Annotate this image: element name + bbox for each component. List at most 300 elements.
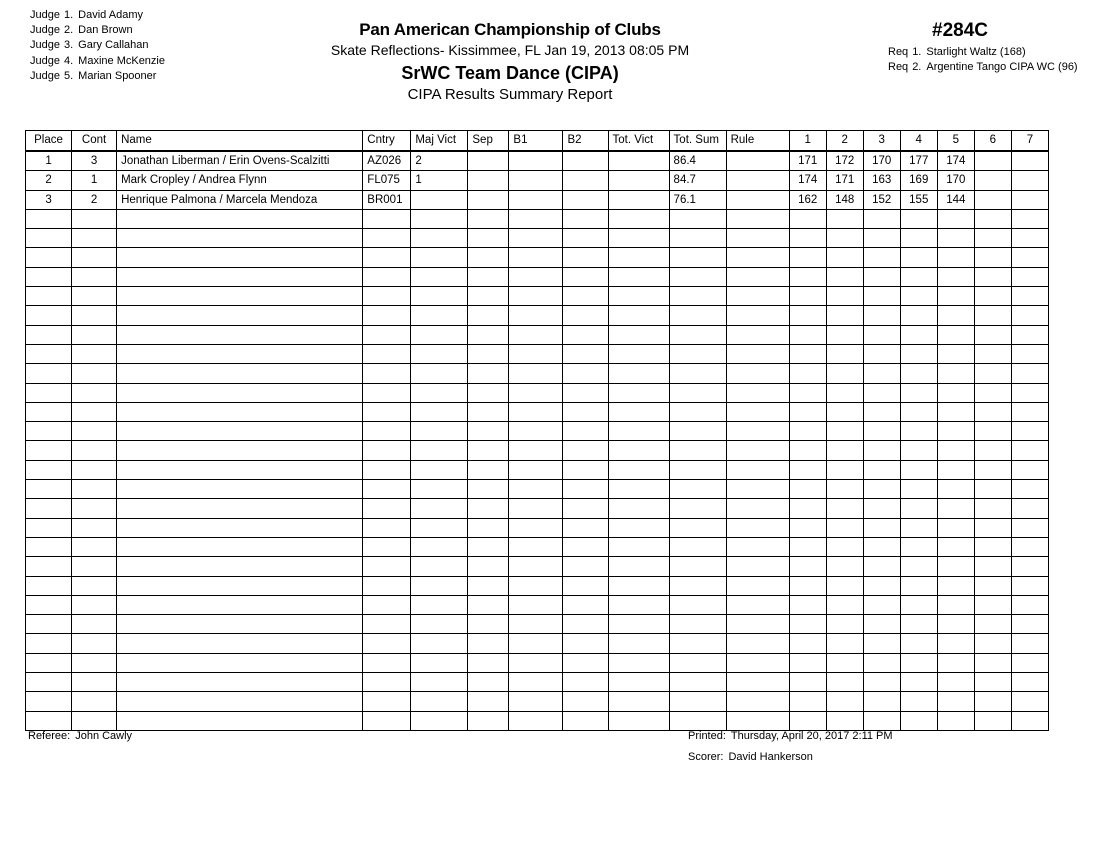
table-row-empty[interactable]: [26, 441, 1049, 460]
printed-value: Thursday, April 20, 2017 2:11 PM: [730, 730, 893, 742]
column-header-j2[interactable]: 2: [826, 131, 863, 152]
cell-j6: [974, 151, 1011, 171]
cell-place: [26, 422, 72, 441]
cell-cont: 2: [72, 190, 117, 209]
cell-cntry: [363, 576, 411, 595]
cell-j6: [974, 595, 1011, 614]
scorer-line: [688, 751, 813, 763]
table-row-empty[interactable]: [26, 248, 1049, 267]
printed-line: [688, 730, 893, 742]
cell-b1: [509, 383, 563, 402]
cell-rule: [726, 595, 789, 614]
cell-j4: [900, 480, 937, 499]
cell-cont: [72, 267, 117, 286]
cell-totv: [608, 711, 669, 730]
cell-name: [117, 480, 363, 499]
judge-entry: [30, 54, 165, 69]
column-header-j5[interactable]: 5: [937, 131, 974, 152]
cell-cont: [72, 615, 117, 634]
cell-j3: [863, 615, 900, 634]
cell-j3: 152: [863, 190, 900, 209]
cell-cont: [72, 634, 117, 653]
cell-rule: [726, 634, 789, 653]
cell-cntry: BR001: [363, 190, 411, 209]
cell-b1: [509, 615, 563, 634]
cell-b2: [563, 480, 608, 499]
cell-place: 2: [26, 171, 72, 190]
cell-tots: [669, 673, 726, 692]
table-row[interactable]: [26, 190, 1049, 209]
cell-j1: [789, 344, 826, 363]
cell-j6: [974, 711, 1011, 730]
cell-j2: [826, 615, 863, 634]
cell-place: [26, 267, 72, 286]
cell-name: [117, 537, 363, 556]
table-row-empty[interactable]: [26, 422, 1049, 441]
column-header-cont[interactable]: Cont: [72, 131, 117, 152]
cell-j3: [863, 287, 900, 306]
cell-j7: [1011, 325, 1048, 344]
cell-cntry: [363, 422, 411, 441]
cell-j5: [937, 422, 974, 441]
cell-j6: [974, 499, 1011, 518]
table-row-empty[interactable]: [26, 499, 1049, 518]
cell-majv: [411, 653, 468, 672]
report-header: [0, 0, 1100, 125]
cell-majv: [411, 402, 468, 421]
cell-j1: [789, 248, 826, 267]
cell-rule: [726, 267, 789, 286]
cell-j7: [1011, 460, 1048, 479]
cell-b1: [509, 634, 563, 653]
cell-j7: [1011, 422, 1048, 441]
cell-j2: [826, 248, 863, 267]
cell-b1: [509, 402, 563, 421]
judge-number: 5.: [63, 69, 74, 82]
cell-sep: [468, 615, 509, 634]
cell-j6: [974, 441, 1011, 460]
cell-majv: [411, 711, 468, 730]
cell-j7: [1011, 711, 1048, 730]
cell-cont: [72, 325, 117, 344]
cell-totv: [608, 518, 669, 537]
cell-j7: [1011, 557, 1048, 576]
judge-label: Judge: [30, 24, 60, 37]
cell-cntry: [363, 325, 411, 344]
cell-totv: [608, 229, 669, 248]
table-row-empty[interactable]: [26, 576, 1049, 595]
cell-majv: [411, 248, 468, 267]
cell-place: 3: [26, 190, 72, 209]
cell-j1: [789, 267, 826, 286]
cell-sep: [468, 364, 509, 383]
cell-j2: [826, 673, 863, 692]
cell-majv: [411, 692, 468, 711]
cell-j1: 171: [789, 151, 826, 171]
cell-j5: [937, 325, 974, 344]
cell-j7: [1011, 499, 1048, 518]
cell-cntry: [363, 692, 411, 711]
cell-cntry: [363, 537, 411, 556]
cell-cntry: [363, 344, 411, 363]
cell-majv: [411, 287, 468, 306]
column-header-j7[interactable]: 7: [1011, 131, 1048, 152]
cell-totv: [608, 364, 669, 383]
cell-tots: [669, 209, 726, 228]
column-header-totv[interactable]: Tot. Vict: [608, 131, 669, 152]
cell-name: [117, 344, 363, 363]
cell-j2: 148: [826, 190, 863, 209]
cell-j7: [1011, 595, 1048, 614]
cell-cntry: [363, 595, 411, 614]
cell-rule: [726, 422, 789, 441]
cell-j1: [789, 634, 826, 653]
cell-sep: [468, 383, 509, 402]
cell-totv: [608, 499, 669, 518]
requirement-name: Argentine Tango CIPA WC (96): [926, 61, 1078, 74]
column-header-name[interactable]: Name: [117, 131, 363, 152]
cell-j3: [863, 557, 900, 576]
cell-place: [26, 460, 72, 479]
results-table: [25, 130, 1049, 731]
cell-j6: [974, 248, 1011, 267]
cell-totv: [608, 402, 669, 421]
table-row-empty[interactable]: [26, 480, 1049, 499]
column-header-j1[interactable]: 1: [789, 131, 826, 152]
cell-sep: [468, 229, 509, 248]
cell-sep: [468, 287, 509, 306]
cell-cont: [72, 673, 117, 692]
cell-j1: [789, 364, 826, 383]
table-row[interactable]: [26, 151, 1049, 171]
column-header-cntry[interactable]: Cntry: [363, 131, 411, 152]
cell-j4: [900, 499, 937, 518]
cell-name: [117, 441, 363, 460]
cell-j6: [974, 190, 1011, 209]
cell-j7: [1011, 190, 1048, 209]
cell-majv: [411, 441, 468, 460]
cell-cntry: [363, 229, 411, 248]
cell-j4: 155: [900, 190, 937, 209]
column-header-j3[interactable]: 3: [863, 131, 900, 152]
cell-place: [26, 615, 72, 634]
cell-j3: [863, 634, 900, 653]
cell-j1: [789, 480, 826, 499]
cell-j3: [863, 422, 900, 441]
cell-cont: [72, 402, 117, 421]
cell-majv: [411, 383, 468, 402]
cell-b1: [509, 171, 563, 190]
cell-b1: [509, 499, 563, 518]
cell-b2: [563, 537, 608, 556]
cell-b1: [509, 653, 563, 672]
cell-rule: [726, 537, 789, 556]
column-header-tots[interactable]: Tot. Sum: [669, 131, 726, 152]
cell-j5: [937, 364, 974, 383]
cell-place: [26, 344, 72, 363]
cell-name: [117, 383, 363, 402]
cell-j4: [900, 209, 937, 228]
cell-name: [117, 248, 363, 267]
cell-j5: [937, 229, 974, 248]
cell-j2: [826, 460, 863, 479]
cell-j6: [974, 653, 1011, 672]
cell-b2: [563, 402, 608, 421]
cell-cont: [72, 209, 117, 228]
cell-sep: [468, 441, 509, 460]
cell-tots: [669, 325, 726, 344]
column-header-b2[interactable]: B2: [563, 131, 608, 152]
cell-rule: [726, 499, 789, 518]
judge-name: David Adamy: [78, 9, 143, 21]
requirement-name: Starlight Waltz (168): [926, 46, 1026, 58]
cell-totv: [608, 673, 669, 692]
requirements-panel: [888, 45, 1100, 75]
cell-j7: [1011, 480, 1048, 499]
cell-j3: [863, 537, 900, 556]
cell-name: [117, 229, 363, 248]
cell-b2: [563, 615, 608, 634]
table-row-empty[interactable]: [26, 325, 1049, 344]
column-header-place[interactable]: Place: [26, 131, 72, 152]
cell-j1: [789, 653, 826, 672]
cell-j4: [900, 364, 937, 383]
column-header-j6[interactable]: 6: [974, 131, 1011, 152]
judge-label: Judge: [30, 39, 60, 52]
column-header-b1[interactable]: B1: [509, 131, 563, 152]
cell-sep: [468, 190, 509, 209]
cell-cntry: [363, 615, 411, 634]
cell-name: [117, 209, 363, 228]
cell-j5: [937, 306, 974, 325]
cell-b2: [563, 518, 608, 537]
cell-name: [117, 306, 363, 325]
cell-tots: [669, 287, 726, 306]
cell-j3: [863, 576, 900, 595]
cell-j6: [974, 287, 1011, 306]
cell-b2: [563, 499, 608, 518]
table-row-empty[interactable]: [26, 634, 1049, 653]
cell-j3: [863, 229, 900, 248]
table-row-empty[interactable]: [26, 209, 1049, 228]
cell-b2: [563, 364, 608, 383]
cell-majv: [411, 615, 468, 634]
cell-majv: [411, 422, 468, 441]
cell-b2: [563, 383, 608, 402]
cell-j5: [937, 287, 974, 306]
cell-j6: [974, 518, 1011, 537]
cell-cont: [72, 422, 117, 441]
cell-sep: [468, 711, 509, 730]
cell-j1: [789, 325, 826, 344]
cell-tots: [669, 634, 726, 653]
judge-name: Maxine McKenzie: [78, 54, 165, 67]
table-row-empty[interactable]: [26, 615, 1049, 634]
table-row-empty[interactable]: [26, 344, 1049, 363]
cell-j2: [826, 576, 863, 595]
cell-cont: [72, 557, 117, 576]
table-row[interactable]: [26, 171, 1049, 190]
cell-cont: [72, 692, 117, 711]
cell-cntry: AZ026: [363, 151, 411, 171]
cell-sep: [468, 151, 509, 171]
cell-cont: [72, 537, 117, 556]
cell-j6: [974, 344, 1011, 363]
cell-j7: [1011, 383, 1048, 402]
category-title: SrWC Team Dance (CIPA): [401, 63, 619, 83]
cell-j6: [974, 673, 1011, 692]
table-row-empty[interactable]: [26, 460, 1049, 479]
cell-name: [117, 499, 363, 518]
cell-place: [26, 557, 72, 576]
cell-cont: [72, 653, 117, 672]
cell-totv: [608, 171, 669, 190]
cell-j1: [789, 595, 826, 614]
cell-j5: 174: [937, 151, 974, 171]
column-header-majv[interactable]: Maj Vict: [411, 131, 468, 152]
cell-j6: [974, 460, 1011, 479]
table-row-empty[interactable]: [26, 383, 1049, 402]
cell-j2: [826, 267, 863, 286]
cell-j5: [937, 460, 974, 479]
cell-j3: [863, 209, 900, 228]
column-header-rule[interactable]: Rule: [726, 131, 789, 152]
cell-j1: [789, 441, 826, 460]
cell-b1: [509, 595, 563, 614]
column-header-j4[interactable]: 4: [900, 131, 937, 152]
cell-totv: [608, 287, 669, 306]
cell-majv: [411, 518, 468, 537]
cell-majv: [411, 557, 468, 576]
event-title: Pan American Championship of Clubs: [359, 20, 661, 39]
cell-name: [117, 402, 363, 421]
table-row-empty[interactable]: [26, 692, 1049, 711]
table-row-empty[interactable]: [26, 595, 1049, 614]
cell-tots: [669, 229, 726, 248]
cell-totv: [608, 576, 669, 595]
table-row-empty[interactable]: [26, 711, 1049, 730]
cell-cntry: [363, 557, 411, 576]
table-row-empty[interactable]: [26, 364, 1049, 383]
cell-name: [117, 287, 363, 306]
table-row-empty[interactable]: [26, 518, 1049, 537]
table-row-empty[interactable]: [26, 267, 1049, 286]
cell-rule: [726, 402, 789, 421]
cell-cont: [72, 287, 117, 306]
cell-name: [117, 615, 363, 634]
cell-b2: [563, 287, 608, 306]
judge-label: Judge: [30, 54, 60, 67]
cell-cntry: [363, 673, 411, 692]
cell-j5: [937, 248, 974, 267]
requirement-entry: [888, 60, 1100, 75]
cell-majv: [411, 673, 468, 692]
cell-j1: [789, 402, 826, 421]
cell-totv: [608, 209, 669, 228]
cell-b1: [509, 344, 563, 363]
cell-j3: 163: [863, 171, 900, 190]
cell-sep: [468, 537, 509, 556]
cell-tots: [669, 576, 726, 595]
cell-b2: [563, 190, 608, 209]
cell-sep: [468, 634, 509, 653]
cell-b2: [563, 711, 608, 730]
cell-cntry: [363, 248, 411, 267]
column-header-sep[interactable]: Sep: [468, 131, 509, 152]
cell-j2: 171: [826, 171, 863, 190]
table-row-empty[interactable]: [26, 653, 1049, 672]
cell-b1: [509, 557, 563, 576]
cell-rule: [726, 287, 789, 306]
cell-sep: [468, 267, 509, 286]
cell-j1: [789, 692, 826, 711]
cell-sep: [468, 209, 509, 228]
table-row-empty[interactable]: [26, 306, 1049, 325]
requirement-entry: [888, 45, 1100, 60]
cell-name: [117, 364, 363, 383]
cell-totv: [608, 306, 669, 325]
cell-cont: [72, 229, 117, 248]
cell-j2: [826, 422, 863, 441]
cell-cont: [72, 595, 117, 614]
cell-sep: [468, 422, 509, 441]
table-row-empty[interactable]: [26, 537, 1049, 556]
judge-label: Judge: [30, 9, 60, 21]
cell-j1: [789, 557, 826, 576]
cell-j2: [826, 653, 863, 672]
cell-j5: [937, 673, 974, 692]
cell-name: [117, 692, 363, 711]
requirement-label: Req: [888, 61, 909, 74]
cell-totv: [608, 557, 669, 576]
table-row-empty[interactable]: [26, 557, 1049, 576]
table-row-empty[interactable]: [26, 402, 1049, 421]
cell-j6: [974, 537, 1011, 556]
cell-rule: [726, 653, 789, 672]
cell-j4: [900, 383, 937, 402]
cell-tots: [669, 364, 726, 383]
table-row-empty[interactable]: [26, 287, 1049, 306]
cell-j3: [863, 402, 900, 421]
cell-cont: [72, 460, 117, 479]
cell-j4: [900, 248, 937, 267]
cell-j5: [937, 537, 974, 556]
cell-cont: [72, 364, 117, 383]
cell-j5: [937, 267, 974, 286]
cell-j6: [974, 171, 1011, 190]
referee-line: [28, 730, 132, 742]
cell-b1: [509, 422, 563, 441]
table-row-empty[interactable]: [26, 229, 1049, 248]
cell-j5: [937, 209, 974, 228]
scorer-name: David Hankerson: [728, 751, 813, 763]
cell-j2: [826, 480, 863, 499]
cell-place: [26, 325, 72, 344]
cell-cont: [72, 711, 117, 730]
cell-tots: [669, 460, 726, 479]
cell-rule: [726, 557, 789, 576]
cell-j2: [826, 557, 863, 576]
cell-j7: [1011, 634, 1048, 653]
cell-tots: [669, 518, 726, 537]
table-row-empty[interactable]: [26, 673, 1049, 692]
cell-b1: [509, 480, 563, 499]
cell-rule: [726, 692, 789, 711]
cell-j7: [1011, 171, 1048, 190]
cell-place: [26, 248, 72, 267]
cell-j7: [1011, 306, 1048, 325]
cell-totv: [608, 422, 669, 441]
